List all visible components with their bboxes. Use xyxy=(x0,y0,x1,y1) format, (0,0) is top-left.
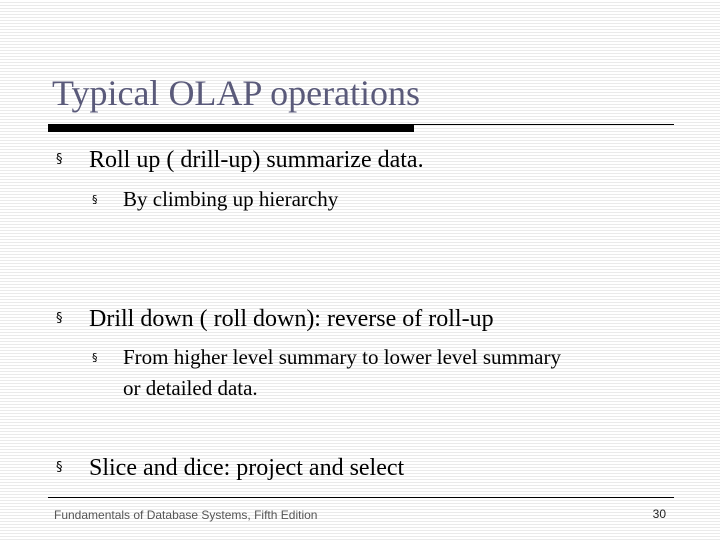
sub-bullet-text-line-1: From higher level summary to lower level summary xyxy=(123,345,561,369)
sub-bullet-marker-icon: § xyxy=(92,351,98,364)
bullet-marker-icon: § xyxy=(56,311,63,326)
sub-bullet-marker-icon: § xyxy=(92,193,98,206)
footer-text: Fundamentals of Database Systems, Fifth Edition xyxy=(54,508,318,522)
title-rule-thick xyxy=(48,124,414,132)
bullet-text: Slice and dice: project and select xyxy=(89,455,405,481)
page-number: 30 xyxy=(652,507,666,521)
sub-bullet-text-line-2: or detailed data. xyxy=(123,376,258,400)
bullet-text: Roll up ( drill-up) summarize data. xyxy=(89,147,424,173)
title-rule-thin xyxy=(414,124,674,125)
bullet-marker-icon: § xyxy=(56,152,63,167)
bullet-marker-icon: § xyxy=(56,460,63,475)
bullet-text: Drill down ( roll down): reverse of roll-up xyxy=(89,306,494,332)
sub-bullet-text: By climbing up hierarchy xyxy=(123,187,339,211)
footer-rule xyxy=(48,497,674,498)
slide-title: Typical OLAP operations xyxy=(52,73,421,113)
